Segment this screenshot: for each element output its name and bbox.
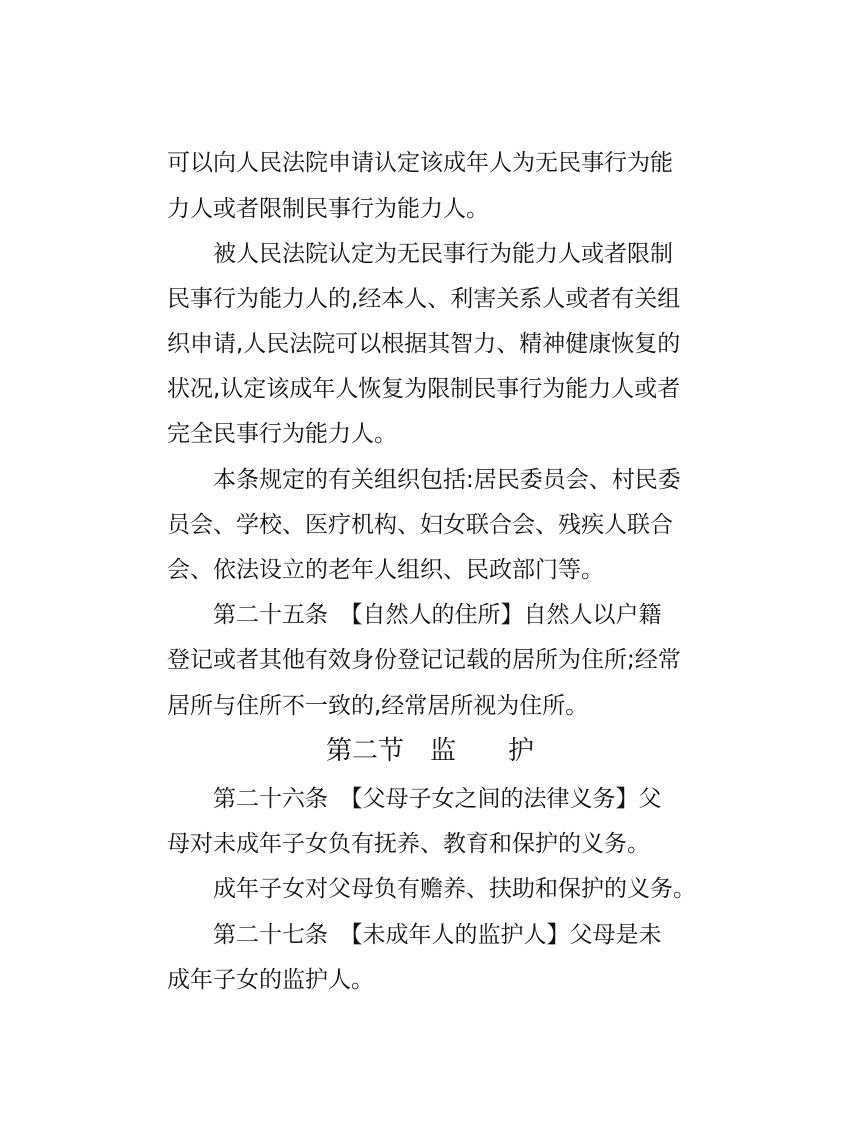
text-line: 母对未成年子女负有抚养、教育和保护的义务。 <box>167 831 650 857</box>
text-line: 员会、学校、医疗机构、妇女联合会、残疾人联合 <box>167 512 673 538</box>
text-line: 状况,认定该成年人恢复为限制民事行为能力人或者 <box>167 376 681 402</box>
text-line: 力人或者限制民事行为能力人。 <box>167 196 489 222</box>
article-27-line: 第二十七条 【未成年人的监护人】父母是未 <box>213 922 662 948</box>
article-25-line: 第二十五条 【自然人的住所】自然人以户籍 <box>213 602 662 628</box>
text-line: 登记或者其他有效身份登记记载的居所为住所;经常 <box>167 647 681 673</box>
section-heading: 第二节 监 护 <box>325 736 534 766</box>
text-line: 完全民事行为能力人。 <box>167 421 397 447</box>
text-line: 本条规定的有关组织包括:居民委员会、村民委 <box>213 467 681 493</box>
text-line: 可以向人民法院申请认定该成年人为无民事行为能 <box>167 150 673 176</box>
text-line: 居所与住所不一致的,经常居所视为住所。 <box>167 693 589 719</box>
article-26-line: 第二十六条 【父母子女之间的法律义务】父 <box>213 786 662 812</box>
text-line: 成年子女的监护人。 <box>167 967 374 993</box>
text-line: 成年子女对父母负有赡养、扶助和保护的义务。 <box>213 876 696 902</box>
text-line: 会、依法设立的老年人组织、民政部门等。 <box>167 557 604 583</box>
text-line: 织申请,人民法院可以根据其智力、精神健康恢复的 <box>167 331 681 357</box>
text-line: 民事行为能力人的,经本人、利害关系人或者有关组 <box>167 286 681 312</box>
text-line: 被人民法院认定为无民事行为能力人或者限制 <box>213 241 673 267</box>
